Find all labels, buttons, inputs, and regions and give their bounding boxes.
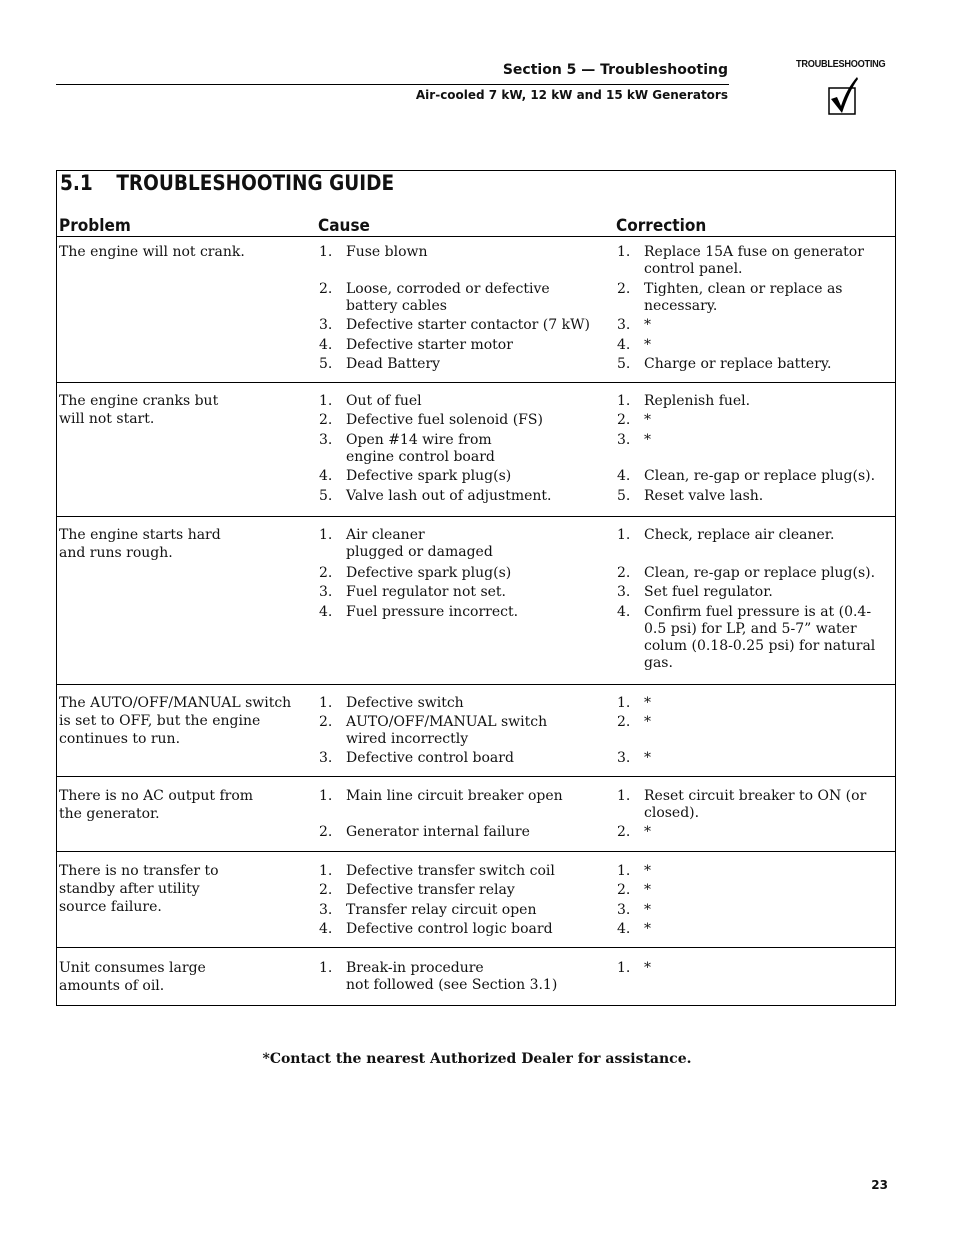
guide-title-text: TROUBLESHOOTING GUIDE [116,171,395,195]
cause-number: 3. [319,584,333,600]
cause-text: Out of fuel [346,393,422,409]
troubleshooting-badge [796,59,900,115]
cause-text: Defective spark plug(s) [346,565,512,581]
row-divider [57,947,895,948]
cause-number: 1. [319,695,333,711]
correction-text: Reset valve lash. [644,488,764,504]
cause-number: 2. [319,824,333,840]
correction-text: * [644,921,651,937]
correction-number: 2. [617,565,631,581]
problem-text: Unit consumes large amounts of oil. [59,960,206,994]
correction-number: 1. [617,393,631,409]
cause-number: 2. [319,882,333,898]
cause-number: 4. [319,604,333,620]
cause-number: 2. [319,281,333,297]
correction-text: * [644,863,651,879]
cause-number: 5. [319,356,333,372]
correction-text: * [644,960,651,976]
section-header: Section 5 — Troubleshooting [502,62,728,78]
cause-text: Loose, corroded or defective battery cables [346,281,550,314]
row-divider [57,851,895,852]
correction-text: Replace 15A fuse on generator control panel. [644,244,864,277]
cause-text: Main line circuit breaker open [346,788,563,804]
cause-text: Defective switch [346,695,464,711]
cause-text: Defective starter motor [346,337,513,353]
cause-text: Break-in procedure not followed (see Section 3.1) [346,960,558,993]
troubleshooting-badge-label: TROUBLESHOOTING [796,59,886,70]
header-divider [57,236,895,237]
cause-number: 2. [319,714,333,730]
row-divider [57,516,895,517]
correction-number: 4. [617,604,631,620]
correction-text: Check, replace air cleaner. [644,527,835,543]
cause-number: 1. [319,788,333,804]
cause-number: 4. [319,921,333,937]
cause-text: Dead Battery [346,356,441,372]
correction-number: 2. [617,412,631,428]
problem-text: There is no AC output from the generator. [59,788,254,822]
correction-number: 4. [617,468,631,484]
cause-text: Defective transfer switch coil [346,863,555,879]
problem-text: The engine will not crank. [59,244,245,260]
cause-text: Air cleaner plugged or damaged [346,527,493,560]
problem-text: The engine starts hard and runs rough. [59,527,221,561]
cause-number: 4. [319,337,333,353]
cause-number: 2. [319,565,333,581]
cause-number: 3. [319,317,333,333]
correction-text: Set fuel regulator. [644,584,773,600]
cause-text: Defective transfer relay [346,882,515,898]
cause-number: 3. [319,902,333,918]
correction-number: 2. [617,824,631,840]
correction-number: 3. [617,902,631,918]
cause-number: 5. [319,488,333,504]
correction-number: 1. [617,788,631,804]
cause-text: Transfer relay circuit open [346,902,537,918]
checkmark-icon [828,76,858,116]
problem-text: There is no transfer to standby after utility source failure. [59,863,219,915]
guide-number: 5.1 [60,171,93,195]
row-divider [57,382,895,383]
correction-number: 5. [617,356,631,372]
cause-number: 1. [319,863,333,879]
correction-number: 4. [617,921,631,937]
correction-number: 2. [617,714,631,730]
correction-number: 3. [617,317,631,333]
cause-text: Defective starter contactor (7 kW) [346,317,590,333]
correction-text: * [644,432,651,448]
cause-text: Defective fuel solenoid (FS) [346,412,543,428]
cause-number: 1. [319,960,333,976]
correction-text: Replenish fuel. [644,393,751,409]
correction-number: 3. [617,432,631,448]
cause-number: 2. [319,412,333,428]
cause-text: Open #14 wire from engine control board [346,432,495,465]
header-rule [56,84,729,85]
page-number: 23 [871,1178,888,1192]
correction-text: * [644,902,651,918]
cause-number: 4. [319,468,333,484]
cause-number: 1. [319,244,333,260]
correction-text: * [644,337,651,353]
cause-text: AUTO/OFF/MANUAL switch wired incorrectly [346,714,548,747]
row-divider [57,776,895,777]
cause-text: Valve lash out of adjustment. [346,488,552,504]
correction-number: 1. [617,695,631,711]
guide-title [60,171,394,195]
cause-text: Fuse blown [346,244,428,260]
cause-text: Defective control board [346,750,514,766]
cause-number: 3. [319,432,333,448]
cause-text: Generator internal failure [346,824,530,840]
correction-number: 2. [617,281,631,297]
correction-text: Tighten, clean or replace as necessary. [644,281,843,314]
header-subtitle: Air-cooled 7 kW, 12 kW and 15 kW Generators [415,88,728,102]
row-divider [57,684,895,685]
correction-text: * [644,824,651,840]
correction-number: 1. [617,244,631,260]
correction-text: * [644,750,651,766]
problem-text: The engine cranks but will not start. [59,393,219,427]
cause-number: 1. [319,393,333,409]
cause-text: Fuel regulator not set. [346,584,506,600]
cause-text: Defective spark plug(s) [346,468,512,484]
correction-text: Charge or replace battery. [644,356,832,372]
problem-text: The AUTO/OFF/MANUAL switch is set to OFF, but the engine continues to run. [59,695,292,747]
footnote: *Contact the nearest Authorized Dealer for assistance. [262,1051,692,1067]
column-header-problem: Problem [59,216,131,236]
correction-text: Confirm fuel pressure is at (0.4-0.5 psi) for LP, and 5-7” water colum (0.18-0.25 psi) for natural gas. [644,604,876,671]
correction-number: 3. [617,584,631,600]
correction-text: * [644,695,651,711]
correction-number: 2. [617,882,631,898]
correction-number: 3. [617,750,631,766]
correction-number: 1. [617,960,631,976]
cause-number: 1. [319,527,333,543]
correction-number: 4. [617,337,631,353]
correction-text: Reset circuit breaker to ON (or closed). [644,788,867,821]
correction-text: * [644,882,651,898]
correction-text: Clean, re-gap or replace plug(s). [644,468,876,484]
cause-number: 3. [319,750,333,766]
cause-text: Fuel pressure incorrect. [346,604,519,620]
correction-number: 1. [617,527,631,543]
correction-number: 5. [617,488,631,504]
correction-number: 1. [617,863,631,879]
correction-text: Clean, re-gap or replace plug(s). [644,565,876,581]
cause-text: Defective control logic board [346,921,553,937]
correction-text: * [644,412,651,428]
column-header-cause: Cause [318,216,370,236]
correction-text: * [644,317,651,333]
troubleshooting-guide [56,170,896,1006]
correction-text: * [644,714,651,730]
column-header-correction: Correction [616,216,707,236]
